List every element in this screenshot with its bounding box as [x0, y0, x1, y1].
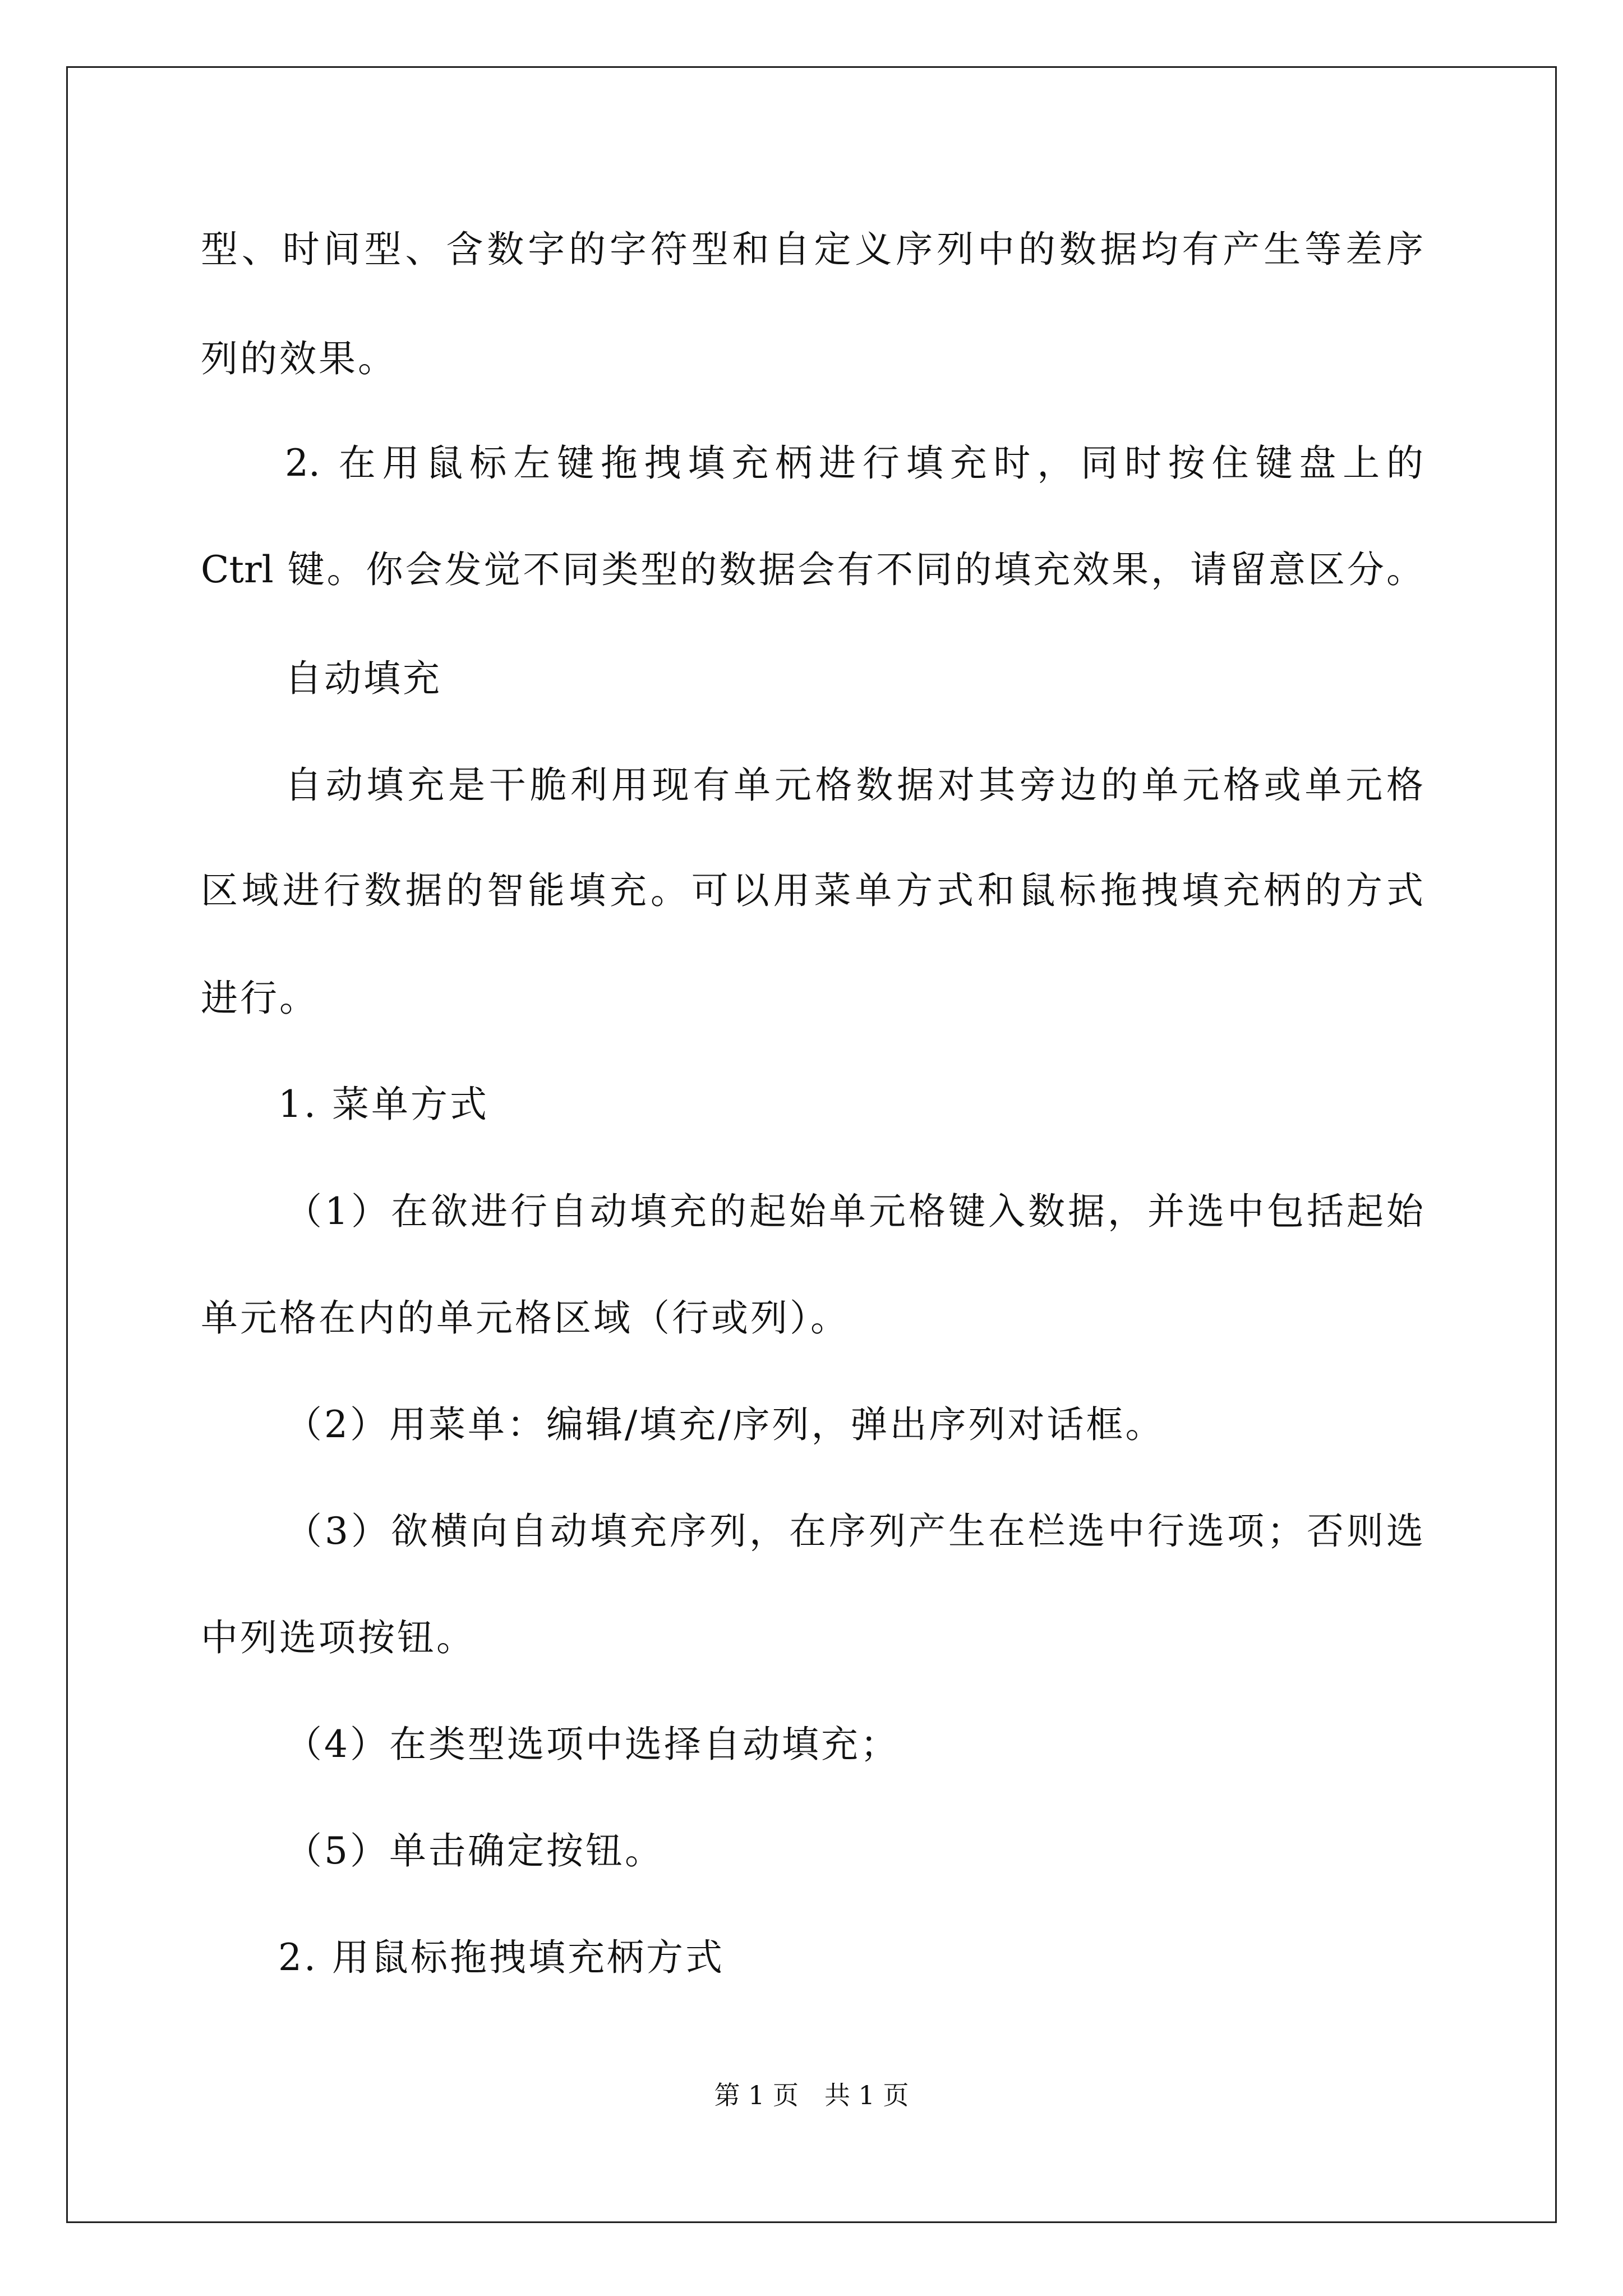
- page-footer: 第 1 页 共 1 页: [714, 2080, 909, 2110]
- subheading: 1. 菜单方式: [278, 1083, 489, 1126]
- paragraph-line: （2）用菜单：编辑/填充/序列，弹出序列对话框。: [285, 1403, 1165, 1446]
- paragraph-line: 型、时间型、含数字的字符型和自定义序列中的数据均有产生等差序: [201, 228, 1423, 271]
- paragraph-line: 区域进行数据的智能填充。可以用菜单方式和鼠标拖拽填充柄的方式: [201, 869, 1423, 912]
- subheading: 2. 用鼠标拖拽填充柄方式: [278, 1936, 725, 1979]
- paragraph-line: 2. 在用鼠标左键拖拽填充柄进行填充时，同时按住键盘上的: [285, 441, 1423, 485]
- page-border: [66, 66, 1557, 2223]
- paragraph-line: （5）单击确定按钮。: [285, 1829, 664, 1872]
- paragraph-line: 单元格在内的单元格区域（行或列）。: [201, 1296, 850, 1340]
- paragraph-line: （1）在欲进行自动填充的起始单元格键入数据，并选中包括起始: [285, 1190, 1423, 1233]
- paragraph-line: （3）欲横向自动填充序列，在序列产生在栏选中行选项；否则选: [285, 1510, 1423, 1553]
- paragraph-line: （4）在类型选项中选择自动填充；: [285, 1723, 900, 1766]
- paragraph-line: 列的效果。: [201, 337, 397, 380]
- paragraph-line: Ctrl 键。你会发觉不同类型的数据会有不同的填充效果，请留意区分。: [201, 548, 1423, 591]
- section-heading: 自动填充: [285, 657, 442, 700]
- paragraph-line: 中列选项按钮。: [201, 1616, 476, 1659]
- paragraph-line: 自动填充是干脆利用现有单元格数据对其旁边的单元格或单元格: [285, 763, 1423, 807]
- paragraph-line: 进行。: [201, 977, 319, 1020]
